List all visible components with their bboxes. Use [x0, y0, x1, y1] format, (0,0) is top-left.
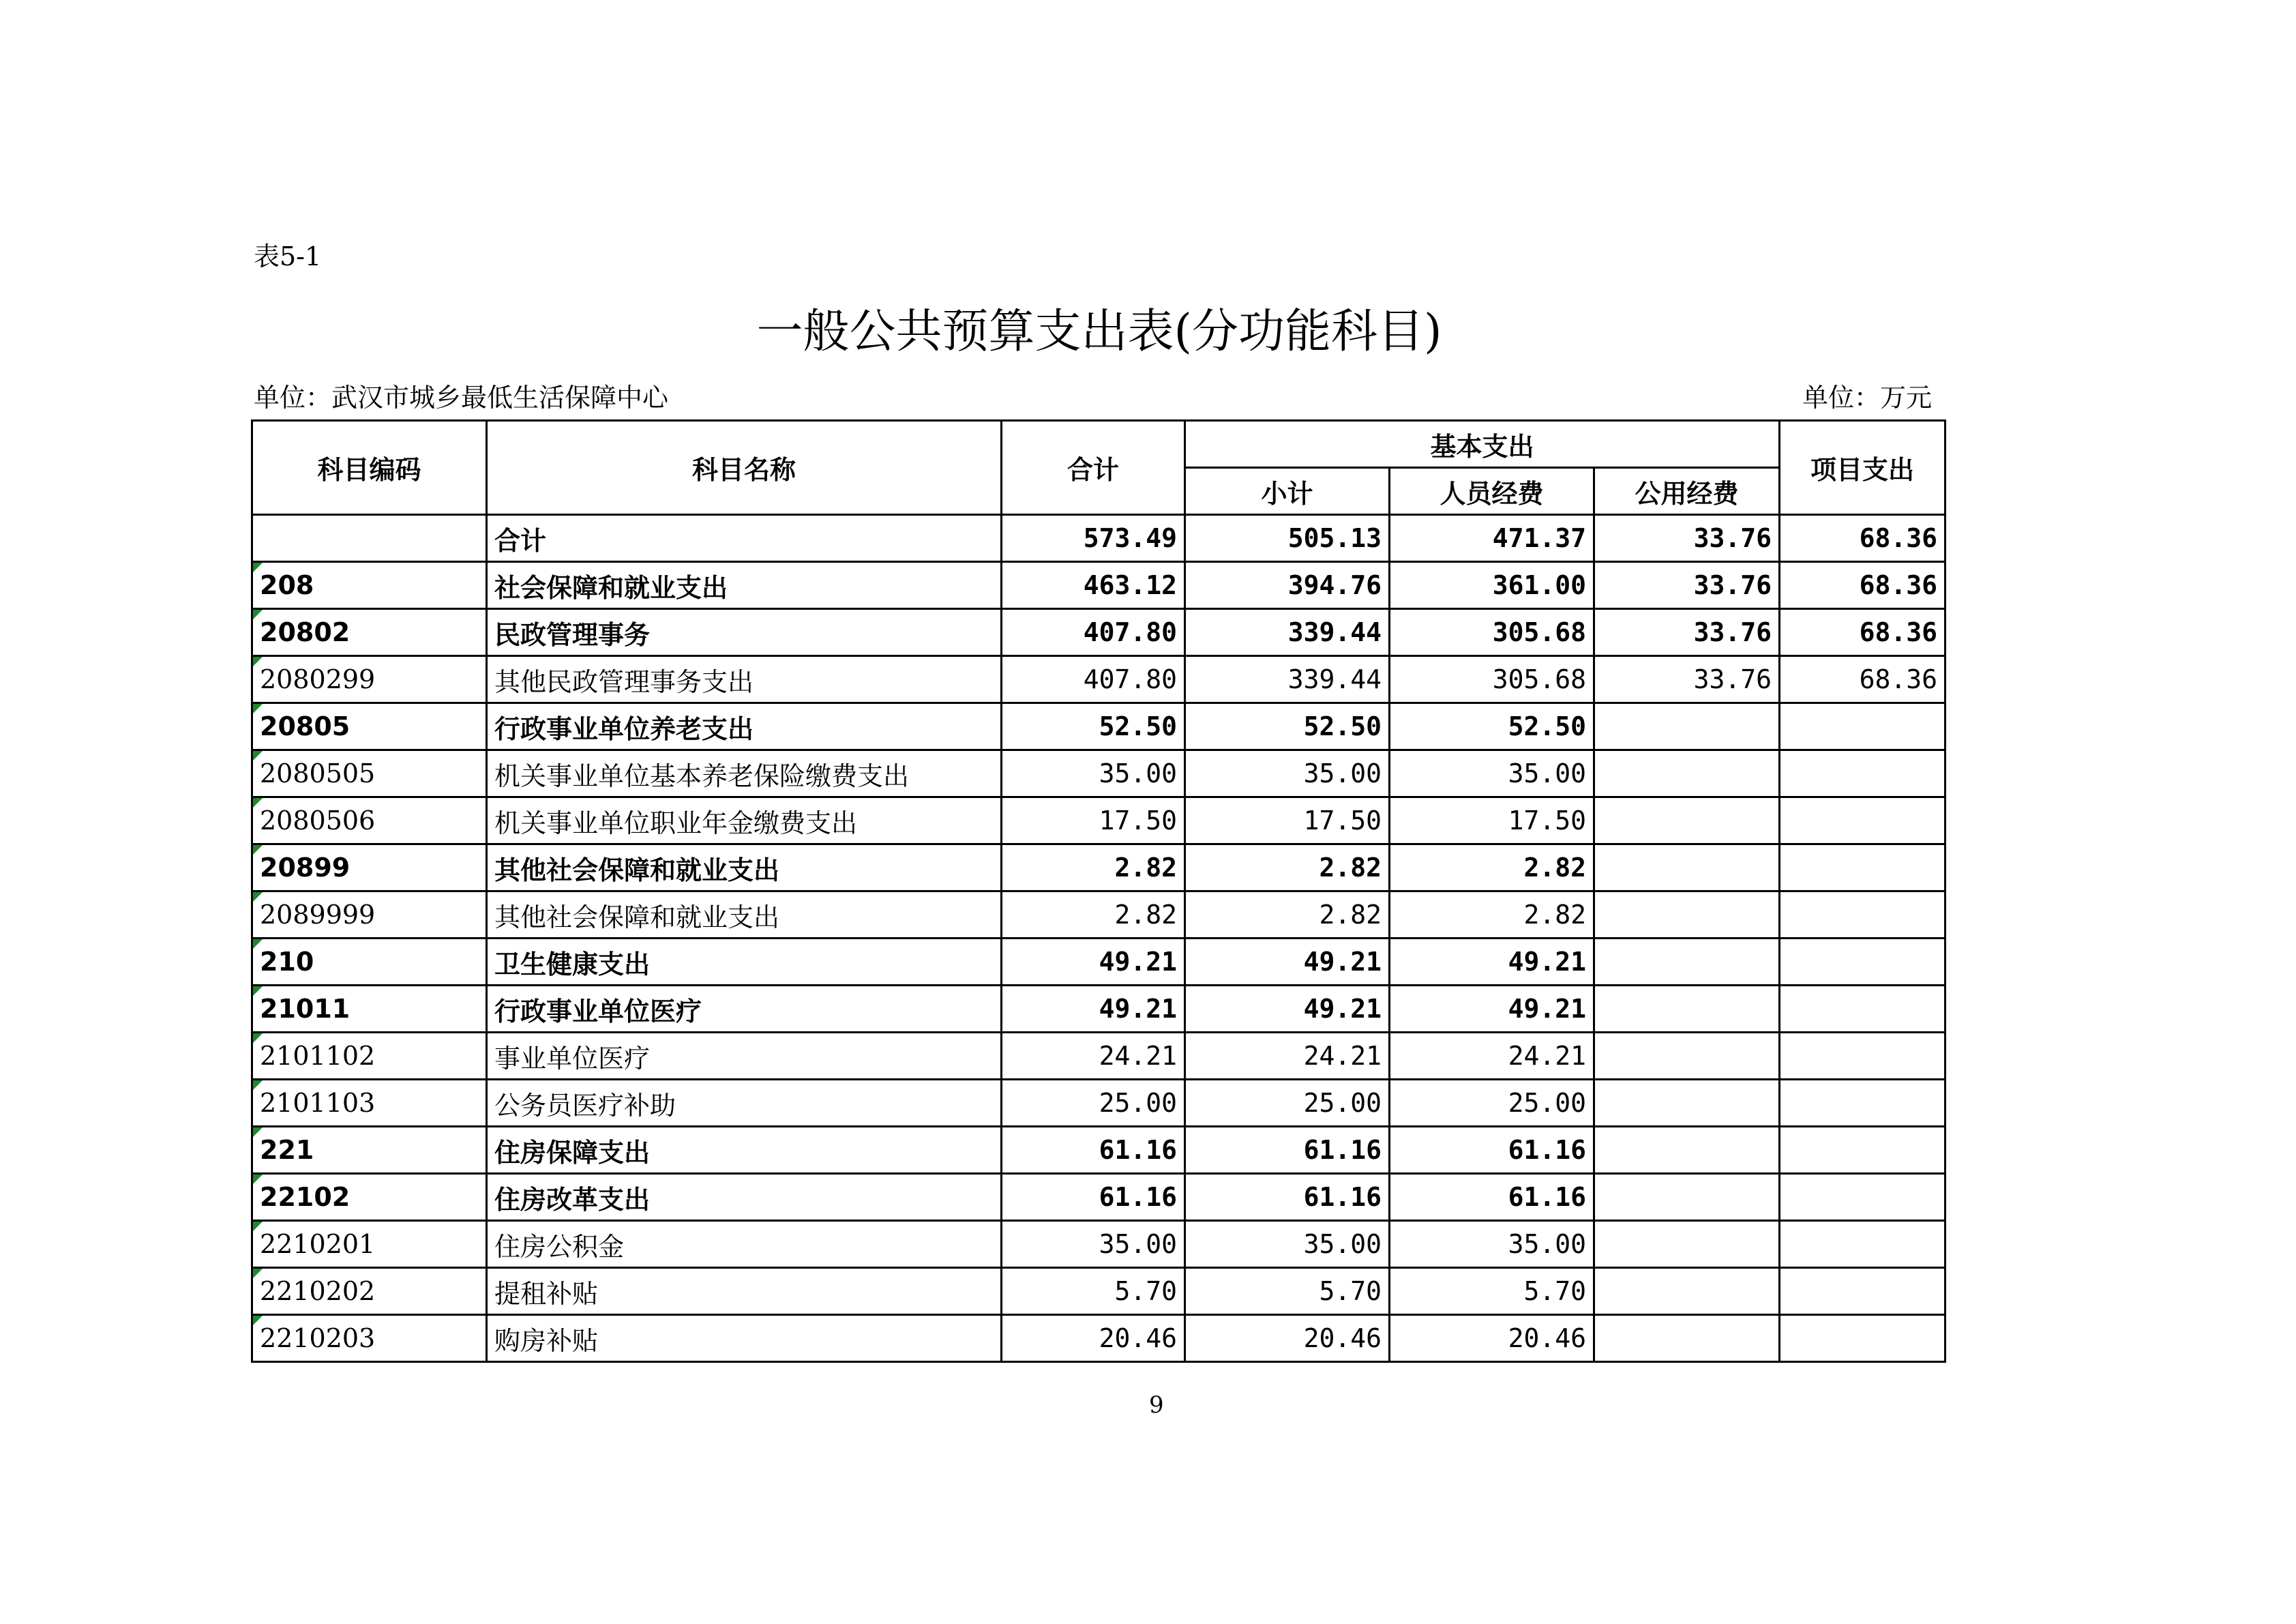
header-name: 科目名称 — [487, 421, 1002, 515]
cell-code: 210 — [252, 939, 487, 986]
cell-project — [1780, 1080, 1945, 1127]
cell-name: 住房公积金 — [487, 1221, 1002, 1268]
table-row — [252, 1315, 1945, 1362]
cell-subtotal: 25.00 — [1185, 1080, 1390, 1127]
cell-marker-icon — [253, 1080, 263, 1090]
cell-subtotal: 24.21 — [1185, 1033, 1390, 1080]
cell-subtotal: 35.00 — [1185, 750, 1390, 797]
cell-project: 68.36 — [1780, 562, 1945, 609]
cell-personnel: 52.50 — [1390, 703, 1594, 750]
cell-project — [1780, 939, 1945, 986]
cell-total: 61.16 — [1002, 1174, 1185, 1221]
header-total: 合计 — [1002, 421, 1185, 515]
cell-public — [1594, 1127, 1780, 1174]
cell-name: 机关事业单位基本养老保险缴费支出 — [487, 750, 1002, 797]
cell-code — [252, 515, 487, 562]
cell-name: 卫生健康支出 — [487, 939, 1002, 986]
cell-name: 行政事业单位养老支出 — [487, 703, 1002, 750]
cell-marker-icon — [253, 704, 263, 713]
cell-project — [1780, 1033, 1945, 1080]
cell-project — [1780, 797, 1945, 844]
cell-total: 2.82 — [1002, 891, 1185, 939]
cell-total: 24.21 — [1002, 1033, 1185, 1080]
cell-total: 35.00 — [1002, 750, 1185, 797]
cell-code: 221 — [252, 1127, 487, 1174]
cell-code: 20802 — [252, 609, 487, 656]
cell-marker-icon — [253, 892, 263, 902]
cell-total: 61.16 — [1002, 1127, 1185, 1174]
cell-public — [1594, 1033, 1780, 1080]
cell-subtotal: 61.16 — [1185, 1174, 1390, 1221]
cell-marker-icon — [253, 845, 263, 855]
cell-subtotal: 49.21 — [1185, 939, 1390, 986]
cell-code: 20899 — [252, 844, 487, 891]
cell-public — [1594, 1221, 1780, 1268]
cell-marker-icon — [253, 1269, 263, 1278]
cell-public — [1594, 703, 1780, 750]
cell-public: 33.76 — [1594, 609, 1780, 656]
cell-subtotal: 339.44 — [1185, 609, 1390, 656]
cell-public — [1594, 891, 1780, 939]
table-row — [252, 1221, 1945, 1268]
cell-marker-icon — [253, 798, 263, 808]
cell-total: 463.12 — [1002, 562, 1185, 609]
cell-personnel: 305.68 — [1390, 609, 1594, 656]
cell-personnel: 61.16 — [1390, 1174, 1594, 1221]
cell-name: 住房保障支出 — [487, 1127, 1002, 1174]
table-row — [252, 1127, 1945, 1174]
cell-public — [1594, 986, 1780, 1033]
cell-public — [1594, 1315, 1780, 1362]
cell-name: 其他社会保障和就业支出 — [487, 844, 1002, 891]
cell-public — [1594, 939, 1780, 986]
cell-subtotal: 52.50 — [1185, 703, 1390, 750]
table-row — [252, 939, 1945, 986]
cell-project — [1780, 703, 1945, 750]
table-number: 表5-1 — [254, 241, 322, 271]
cell-name: 住房改革支出 — [487, 1174, 1002, 1221]
table-row — [252, 609, 1945, 656]
cell-marker-icon — [253, 610, 263, 619]
cell-public — [1594, 844, 1780, 891]
budget-table — [251, 419, 1946, 1363]
header-project: 项目支出 — [1780, 421, 1945, 515]
page-title: 一般公共预算支出表(分功能科目) — [756, 305, 1442, 359]
cell-total: 20.46 — [1002, 1315, 1185, 1362]
cell-public — [1594, 1268, 1780, 1315]
header-personnel: 人员经费 — [1390, 468, 1594, 515]
cell-code: 2089999 — [252, 891, 487, 939]
table-row — [252, 1033, 1945, 1080]
cell-name: 其他社会保障和就业支出 — [487, 891, 1002, 939]
cell-code: 2210203 — [252, 1315, 487, 1362]
table-row — [252, 703, 1945, 750]
cell-total: 407.80 — [1002, 609, 1185, 656]
cell-name: 购房补贴 — [487, 1315, 1002, 1362]
cell-project: 68.36 — [1780, 515, 1945, 562]
cell-project — [1780, 986, 1945, 1033]
cell-total: 52.50 — [1002, 703, 1185, 750]
cell-subtotal: 505.13 — [1185, 515, 1390, 562]
cell-code: 22102 — [252, 1174, 487, 1221]
cell-name: 行政事业单位医疗 — [487, 986, 1002, 1033]
cell-code: 208 — [252, 562, 487, 609]
cell-code: 2210202 — [252, 1268, 487, 1315]
header-subtotal: 小计 — [1185, 468, 1390, 515]
cell-personnel: 5.70 — [1390, 1268, 1594, 1315]
cell-name: 事业单位医疗 — [487, 1033, 1002, 1080]
cell-subtotal: 2.82 — [1185, 891, 1390, 939]
cell-personnel: 61.16 — [1390, 1127, 1594, 1174]
table-row — [252, 515, 1945, 562]
cell-code: 21011 — [252, 986, 487, 1033]
cell-personnel: 2.82 — [1390, 844, 1594, 891]
cell-personnel: 35.00 — [1390, 750, 1594, 797]
cell-code: 2080505 — [252, 750, 487, 797]
cell-marker-icon — [253, 1316, 263, 1325]
cell-public: 33.76 — [1594, 515, 1780, 562]
cell-personnel: 361.00 — [1390, 562, 1594, 609]
cell-personnel: 471.37 — [1390, 515, 1594, 562]
cell-subtotal: 17.50 — [1185, 797, 1390, 844]
table-row — [252, 891, 1945, 939]
cell-personnel: 49.21 — [1390, 939, 1594, 986]
table-header — [252, 421, 1945, 515]
cell-subtotal: 35.00 — [1185, 1221, 1390, 1268]
cell-total: 49.21 — [1002, 986, 1185, 1033]
cell-code: 2101102 — [252, 1033, 487, 1080]
cell-code: 2101103 — [252, 1080, 487, 1127]
page-number: 9 — [1149, 1391, 1164, 1419]
cell-name: 其他民政管理事务支出 — [487, 656, 1002, 703]
table-row — [252, 1268, 1945, 1315]
cell-marker-icon — [253, 563, 263, 572]
table-row — [252, 1080, 1945, 1127]
cell-marker-icon — [253, 1175, 263, 1184]
cell-marker-icon — [253, 657, 263, 666]
cell-total: 25.00 — [1002, 1080, 1185, 1127]
table-row — [252, 797, 1945, 844]
table-row — [252, 656, 1945, 703]
cell-marker-icon — [253, 751, 263, 761]
cell-marker-icon — [253, 986, 263, 996]
cell-subtotal: 394.76 — [1185, 562, 1390, 609]
cell-public — [1594, 797, 1780, 844]
cell-code: 2080299 — [252, 656, 487, 703]
cell-public: 33.76 — [1594, 656, 1780, 703]
cell-project — [1780, 844, 1945, 891]
cell-personnel: 17.50 — [1390, 797, 1594, 844]
cell-public — [1594, 1174, 1780, 1221]
cell-personnel: 2.82 — [1390, 891, 1594, 939]
cell-subtotal: 5.70 — [1185, 1268, 1390, 1315]
cell-marker-icon — [253, 1127, 263, 1137]
cell-marker-icon — [253, 1222, 263, 1231]
cell-personnel: 24.21 — [1390, 1033, 1594, 1080]
cell-code: 20805 — [252, 703, 487, 750]
unit-organization: 单位：武汉市城乡最低生活保障中心 — [254, 383, 669, 413]
cell-project — [1780, 750, 1945, 797]
cell-code: 2080506 — [252, 797, 487, 844]
cell-name: 社会保障和就业支出 — [487, 562, 1002, 609]
cell-project — [1780, 1315, 1945, 1362]
cell-project: 68.36 — [1780, 656, 1945, 703]
cell-project — [1780, 891, 1945, 939]
cell-project — [1780, 1127, 1945, 1174]
cell-name: 机关事业单位职业年金缴费支出 — [487, 797, 1002, 844]
cell-subtotal: 20.46 — [1185, 1315, 1390, 1362]
cell-name: 民政管理事务 — [487, 609, 1002, 656]
cell-name: 合计 — [487, 515, 1002, 562]
table-row — [252, 562, 1945, 609]
cell-subtotal: 339.44 — [1185, 656, 1390, 703]
cell-total: 49.21 — [1002, 939, 1185, 986]
cell-code: 2210201 — [252, 1221, 487, 1268]
table-row — [252, 844, 1945, 891]
cell-project — [1780, 1221, 1945, 1268]
cell-public: 33.76 — [1594, 562, 1780, 609]
cell-public — [1594, 1080, 1780, 1127]
header-public: 公用经费 — [1594, 468, 1780, 515]
header-code: 科目编码 — [252, 421, 487, 515]
cell-name: 公务员医疗补助 — [487, 1080, 1002, 1127]
cell-project: 68.36 — [1780, 609, 1945, 656]
cell-subtotal: 49.21 — [1185, 986, 1390, 1033]
cell-public — [1594, 750, 1780, 797]
cell-personnel: 25.00 — [1390, 1080, 1594, 1127]
cell-subtotal: 2.82 — [1185, 844, 1390, 891]
cell-total: 5.70 — [1002, 1268, 1185, 1315]
unit-currency: 单位：万元 — [1802, 383, 1932, 413]
table-row — [252, 986, 1945, 1033]
cell-subtotal: 61.16 — [1185, 1127, 1390, 1174]
cell-personnel: 35.00 — [1390, 1221, 1594, 1268]
cell-project — [1780, 1268, 1945, 1315]
table-body — [252, 515, 1945, 1362]
cell-total: 35.00 — [1002, 1221, 1185, 1268]
cell-marker-icon — [253, 1033, 263, 1043]
cell-name: 提租补贴 — [487, 1268, 1002, 1315]
cell-total: 407.80 — [1002, 656, 1185, 703]
table-row — [252, 1174, 1945, 1221]
cell-personnel: 20.46 — [1390, 1315, 1594, 1362]
header-basic: 基本支出 — [1185, 421, 1780, 468]
cell-total: 17.50 — [1002, 797, 1185, 844]
cell-total: 573.49 — [1002, 515, 1185, 562]
cell-total: 2.82 — [1002, 844, 1185, 891]
cell-marker-icon — [253, 939, 263, 949]
cell-personnel: 305.68 — [1390, 656, 1594, 703]
table-row — [252, 750, 1945, 797]
cell-project — [1780, 1174, 1945, 1221]
cell-personnel: 49.21 — [1390, 986, 1594, 1033]
